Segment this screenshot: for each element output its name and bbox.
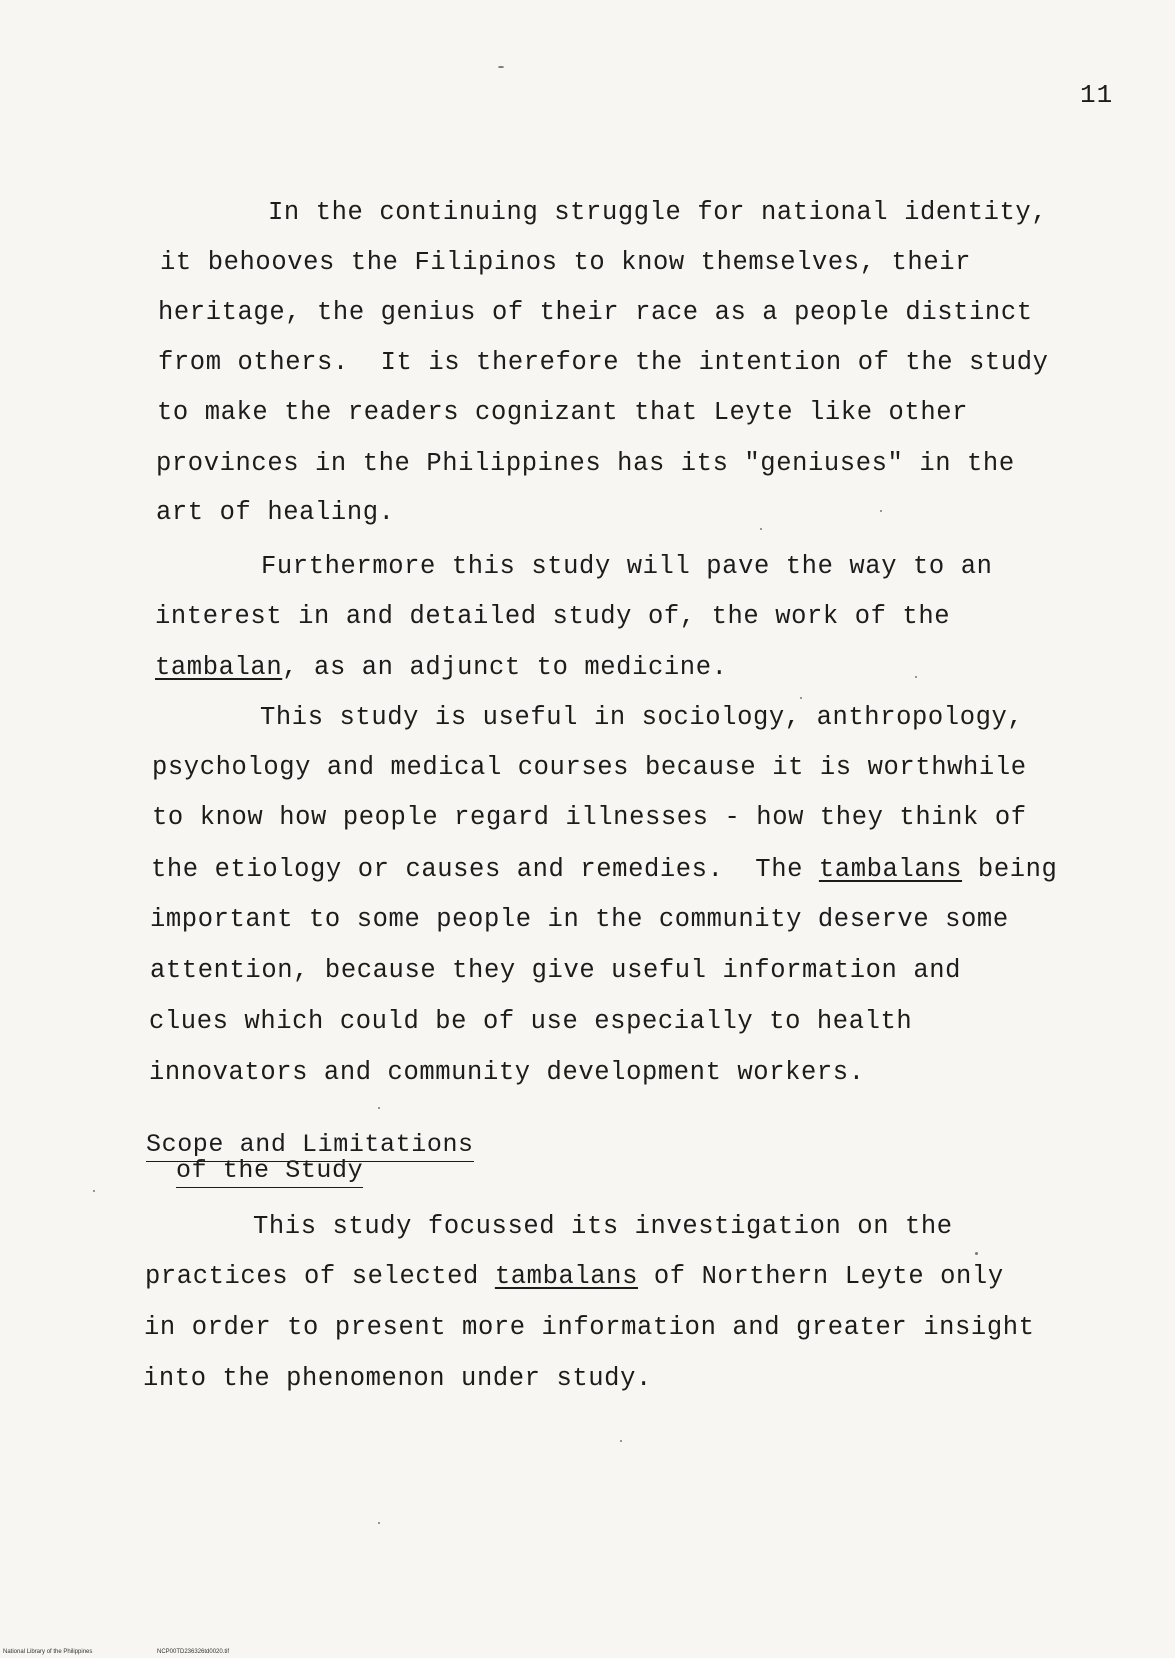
footer-file-code: NCP00TD236326td0020.tif <box>157 1649 230 1655</box>
scan-speck <box>378 1522 380 1524</box>
text-line: heritage, the genius of their race as a people distinct <box>158 298 1033 327</box>
text-line: innovators and community development workers. <box>149 1058 865 1087</box>
heading-text: Scope and Limitations <box>146 1130 474 1162</box>
text-line <box>155 653 728 683</box>
text-line: interest in and detailed study of, the work of the <box>155 602 951 631</box>
text-fragment: practices of selected <box>145 1262 495 1291</box>
scan-speck <box>915 676 917 678</box>
text-line: into the phenomenon under study. <box>143 1364 652 1393</box>
page-number: 11 <box>1080 80 1114 110</box>
text-line: art of healing. <box>156 498 395 527</box>
text-line: In the continuing struggle for national identity, <box>268 198 1048 227</box>
text-line: clues which could be of use especially to health <box>149 1007 913 1036</box>
text-line: to make the readers cognizant that Leyte like other <box>157 398 969 427</box>
scan-speck <box>975 1252 978 1255</box>
text-line: to know how people regard illnesses - how they think of <box>152 803 1027 832</box>
scan-speck <box>880 510 882 512</box>
text-line: it behooves the Filipinos to know themselves, their <box>160 248 972 277</box>
text-line: This study focussed its investigation on the <box>253 1212 953 1241</box>
text-line: from others. It is therefore the intention of the study <box>158 348 1049 377</box>
text-fragment: , as an adjunct to medicine. <box>282 653 728 682</box>
text-line: Furthermore this study will pave the way to an <box>261 552 993 581</box>
scan-speck <box>378 1107 380 1109</box>
text-fragment: the etiology or causes and remedies. The <box>151 855 819 884</box>
heading-line <box>176 1156 363 1188</box>
text-line: provinces in the Philippines has its "geniuses" in the <box>156 449 1015 478</box>
text-line <box>145 1262 1004 1292</box>
scan-speck <box>620 1440 622 1442</box>
term-tambalan: tambalan <box>155 653 283 682</box>
text-line <box>151 855 1057 885</box>
text-line: in order to present more information and greater insight <box>144 1313 1035 1342</box>
heading-text: of the Study <box>176 1156 363 1188</box>
footer-library-name: National Library of the Philippines <box>3 1649 93 1655</box>
text-line: This study is useful in sociology, anthropology, <box>260 703 1024 732</box>
scan-speck <box>93 1190 95 1192</box>
text-fragment: being <box>962 855 1058 884</box>
scan-speck <box>760 528 762 530</box>
text-line: important to some people in the community deserve some <box>150 905 1009 934</box>
term-tambalans: tambalans <box>818 855 963 884</box>
term-tambalans: tambalans <box>494 1262 638 1291</box>
scan-speck <box>498 66 504 68</box>
text-line: psychology and medical courses because it is worthwhile <box>152 753 1027 782</box>
scan-speck <box>800 697 802 699</box>
text-line: attention, because they give useful information and <box>150 956 962 985</box>
text-fragment: of Northern Leyte only <box>637 1262 1004 1291</box>
